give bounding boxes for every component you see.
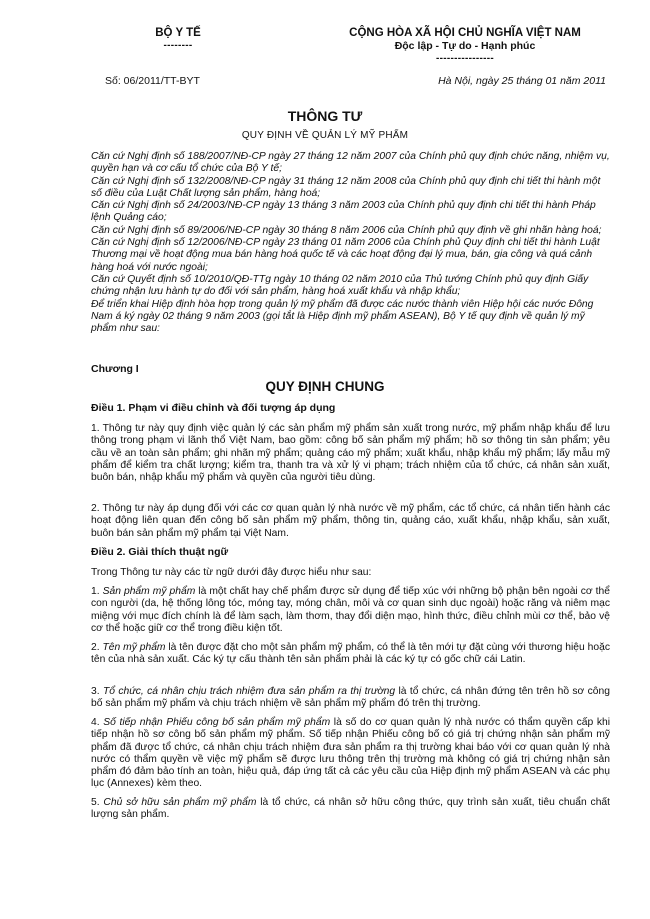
definition-item bbox=[91, 642, 610, 667]
article-1-paragraph-2: 2. Thông tư này áp dụng đối với các cơ quan quản lý nhà nước về mỹ phẩm, các tổ chức, cá nhân tiến hành các hoạt động liên quan đến công bố sản phẩm mỹ phẩm, thông tin, quảng cáo, xuất khẩu, nhập khẩu, sản xuất, buôn bán sản phẩm mỹ phẩm tại Việt Nam. bbox=[91, 503, 610, 539]
definition-term: Tổ chức, cá nhân chịu trách nhiệm đưa sản phẩm ra thị trường bbox=[102, 686, 396, 697]
article-1-heading: Điều 1. Phạm vi điều chỉnh và đối tượng áp dụng bbox=[91, 402, 336, 414]
preamble-line: Căn cứ Nghị định số 89/2006/NĐ-CP ngày 30 tháng 8 năm 2006 của Chính phủ quy định về ghi nhãn hàng hoá; bbox=[91, 224, 602, 236]
definition-number: 4. bbox=[91, 717, 104, 728]
definition-text: là số do cơ quan quản lý nhà nước có thẩm quyền cấp khi tiếp nhận hồ sơ công bố sản phẩm mỹ phẩm. Số tiếp nhận Phiếu công bố có giá trị chứng nhận sản phẩm mỹ phẩm đã được tổ chức, cá nhân chịu trách nhiệm đưa sản phẩm ra thị trường khai báo với cơ quan quản lý nhà nước có thẩm quyền về việc mỹ phẩm sẽ được lưu thông trên thị trường mà không có giá trị chứng nhận sản phẩm đó đảm bảo tính an toàn, hiệu quả, đáp ứng tất cả các yêu cầu của Hiệp định mỹ phẩm ASEAN và các phụ lục (Annexes) kèm theo. bbox=[91, 717, 611, 790]
article-2-heading: Điều 2. Giải thích thuật ngữ bbox=[91, 546, 229, 558]
preamble-line: Để triển khai Hiệp định hòa hợp trong quản lý mỹ phẩm đã được các nước thành viên Hiệp hội các nước Đông Nam á ký ngày 02 tháng 9 năm 2003 (gọi tắt là Hiệp định mỹ phẩm ASEAN), Bộ Y tế quy định về quản lý mỹ phẩm như sau: bbox=[91, 298, 594, 335]
chapter-title: QUY ĐỊNH CHUNG bbox=[265, 379, 385, 394]
ministry-name: BỘ Y TẾ bbox=[155, 27, 201, 39]
national-motto: Độc lập - Tự do - Hạnh phúc bbox=[394, 40, 536, 52]
definition-item bbox=[91, 717, 610, 791]
definition-item bbox=[91, 686, 610, 711]
ministry-rule: -------- bbox=[163, 40, 193, 51]
place-and-date: Hà Nội, ngày 25 tháng 01 năm 2011 bbox=[438, 75, 606, 87]
definition-item bbox=[91, 797, 610, 822]
definition-term: Tên mỹ phẩm bbox=[102, 642, 166, 653]
document-title: THÔNG TƯ bbox=[287, 108, 363, 124]
definition-number: 1. bbox=[91, 586, 103, 597]
preamble-line: Căn cứ Nghị định số 12/2006/NĐ-CP ngày 23 tháng 01 năm 2006 của Chính phủ Quy định chi tiết thi hành Luật Thương mại về hoạt động mua bán hàng hoá quốc tế và các hoạt động đại lý mua, bán, gia công và quá cảnh hàng hoá với nước ngoài; bbox=[91, 237, 600, 273]
motto-rule: ---------------- bbox=[435, 53, 495, 64]
definition-text: là tổ chức, cá nhân sở hữu công thức, quy trình sản xuất, tiêu chuẩn chất lượng sản phẩm. bbox=[91, 797, 611, 821]
preamble-line: Căn cứ Nghị định số 188/2007/NĐ-CP ngày 27 tháng 12 năm 2007 của Chính phủ quy định chức năng, nhiệm vụ, quyền hạn và cơ cấu tổ chức của Bộ Y tế; bbox=[91, 151, 610, 175]
definition-number: 5. bbox=[91, 797, 104, 808]
preamble-line: Căn cứ Nghị định số 24/2003/NĐ-CP ngày 13 tháng 3 năm 2003 của Chính phủ quy định chi tiết thi hành Pháp lệnh Quảng cáo; bbox=[91, 200, 596, 224]
document-subtitle: QUY ĐỊNH VỀ QUẢN LÝ MỸ PHẨM bbox=[241, 130, 409, 141]
chapter-label: Chương I bbox=[91, 363, 139, 375]
document-number: Số: 06/2011/TT-BYT bbox=[105, 75, 200, 87]
issuer-block bbox=[118, 27, 238, 51]
national-heading bbox=[316, 27, 614, 64]
definition-number: 3. bbox=[91, 686, 103, 697]
article-1-paragraph-1: 1. Thông tư này quy định việc quản lý các sản phẩm mỹ phẩm sản xuất trong nước, mỹ phẩm nhập khẩu để lưu thông trong phạm vi lãnh thổ Việt Nam, bao gồm: công bố sản phẩm mỹ phẩm; hồ sơ thông tin sản phẩm; yêu cầu về an toàn sản phẩm; ghi nhãn mỹ phẩm; quảng cáo mỹ phẩm; xuất khẩu, nhập khẩu mỹ phẩm; lấy mẫu mỹ phẩm để kiểm tra chất lượng; kiểm tra, thanh tra và xử lý vi phạm; trách nhiệm của tổ chức, cá nhân sản xuất, buôn bán, nhập khẩu mỹ phẩm và quyền của người tiêu dùng. bbox=[91, 423, 610, 484]
country-name: CỘNG HÒA XÃ HỘI CHỦ NGHĨA VIỆT NAM bbox=[349, 27, 581, 39]
definition-term: Sản phẩm mỹ phẩm bbox=[102, 586, 196, 597]
definition-number: 2. bbox=[91, 642, 103, 653]
definition-item bbox=[91, 586, 610, 635]
preamble-line: Căn cứ Nghị định số 132/2008/NĐ-CP ngày 31 tháng 12 năm 2008 của Chính phủ quy định chi tiết thi hành một số điều của Luật Chất lượng sản phẩm, hàng hoá; bbox=[91, 175, 601, 199]
definition-term: Số tiếp nhận Phiếu công bố sản phẩm mỹ phẩm bbox=[103, 717, 331, 728]
definition-text: là tên được đặt cho một sản phẩm mỹ phẩm, có thể là tên mới tự đặt cùng với thương hiệu hoặc tên của nhà sản xuất. Các ký tự cấu thành tên sản phẩm phải là các ký tự có gốc chữ cái Latin. bbox=[91, 642, 610, 666]
preamble-line: Căn cứ Quyết định số 10/2010/QĐ-TTg ngày 10 tháng 02 năm 2010 của Thủ tướng Chính phủ quy định Giấy chứng nhận lưu hành tự do đối với sản phẩm, hàng hoá xuất khẩu và nhập khẩu; bbox=[91, 273, 589, 298]
definition-text: là một chất hay chế phẩm được sử dụng để tiếp xúc với những bộ phận bên ngoài cơ thể con người (da, hệ thống lông tóc, móng tay, móng chân, môi và cơ quan sinh dục ngoài) hoặc răng và niêm mạc miệng với mục đích chính là để làm sạch, làm thơm, thay đổi diện mạo, hình thức, điều chỉnh mùi cơ thể, bảo vệ cơ thể hoặc giữ cơ thể trong điều kiện tốt. bbox=[91, 586, 610, 634]
article-2-intro: Trong Thông tư này các từ ngữ dưới đây được hiểu như sau: bbox=[91, 567, 372, 578]
definition-text: là tổ chức, cá nhân đứng tên trên hồ sơ công bố sản phẩm mỹ phẩm và chịu trách nhiệm về sản phẩm mỹ phẩm đó trên thị trường. bbox=[91, 686, 610, 710]
definition-term: Chủ sở hữu sản phẩm mỹ phẩm bbox=[103, 797, 257, 808]
preamble bbox=[91, 151, 610, 335]
